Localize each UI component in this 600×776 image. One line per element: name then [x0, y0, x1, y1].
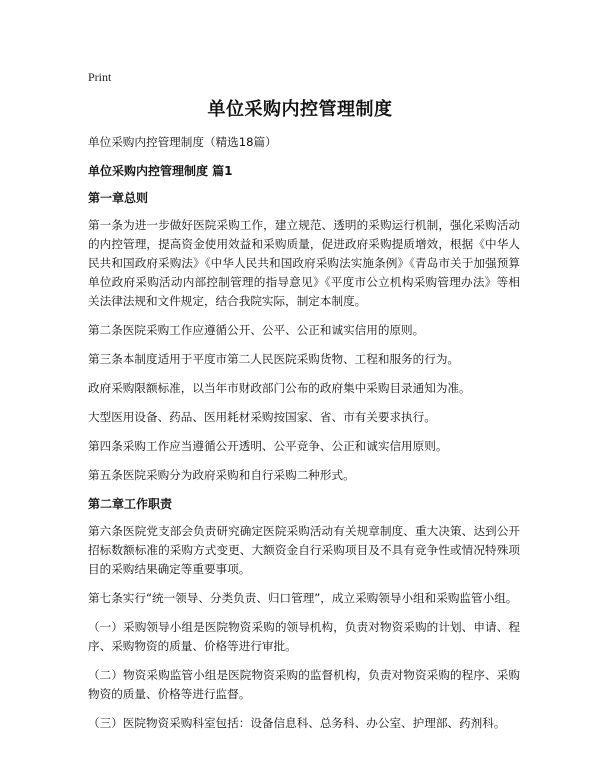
document-subtitle: 单位采购内控管理制度（精选18篇） [88, 135, 277, 149]
print-link[interactable]: Print [88, 70, 112, 84]
paragraph: 第一条为进一步做好医院采购工作，建立规范、透明的采购运行机制，强化采购活动的内控管理，提高资金使用效益和采购质量，促进政府采购提质增效，根据《中华人民共和国政府采购法》《中华人民共和国政府采购法实施条例》《青岛市关于加强预算单位政府采购活动内部控制管理的指导意见》《平度市公立机构采购管理办法》等相关法律法规和文件规定，结合我院实际，制定本制度。 [88, 218, 520, 308]
paragraph: 第四条采购工作应当遵循公开透明、公平竞争、公正和诚实信用原则。 [88, 439, 448, 453]
paragraph: 第三条本制度适用于平度市第二人民医院采购货物、工程和服务的行为。 [88, 352, 460, 366]
paragraph: 第六条医院党支部会负责研究确定医院采购活动有关规章制度、重大决策、达到公开招标数额标准的采购方式变更、大额资金自行采购项目及不具有竞争性或情况特殊项目的采购结果确定等重要事项。 [88, 524, 520, 576]
section-heading: 单位采购内控管理制度 篇1 [88, 164, 233, 178]
paragraph: 政府采购限额标准，以当年市财政部门公布的政府集中采购目录通知为准。 [88, 381, 471, 395]
document-body [88, 133, 520, 743]
paragraph: 大型医用设备、药品、医用耗材采购按国家、省、市有关要求执行。 [88, 410, 436, 424]
chapter-heading-1: 第一章总则 [88, 191, 149, 205]
paragraph: （一）采购领导小组是医院物资采购的领导机构，负责对物资采购的计划、申请、程序、采购物资的质量、价格等进行审批。 [88, 620, 520, 653]
paragraph: （三）医院物资采购科室包括：设备信息科、总务科、办公室、护理部、药剂科。 [88, 716, 506, 730]
paragraph: 第五条医院采购分为政府采购和自行采购二种形式。 [88, 468, 355, 482]
paragraph: （二）物资采购监管小组是医院物资采购的监督机构，负责对物资采购的程序、采购物资的质量、价格等进行监督。 [88, 668, 520, 701]
paragraph: 第七条实行“统一领导、分类负责、归口管理”，成立采购领导小组和采购监管小组。 [88, 591, 518, 605]
document-title: 单位采购内控管理制度 [207, 99, 393, 120]
chapter-heading-2: 第二章工作职责 [88, 497, 173, 511]
paragraph: 第二条医院采购工作应遵循公开、公平、公正和诚实信用的原则。 [88, 323, 425, 337]
